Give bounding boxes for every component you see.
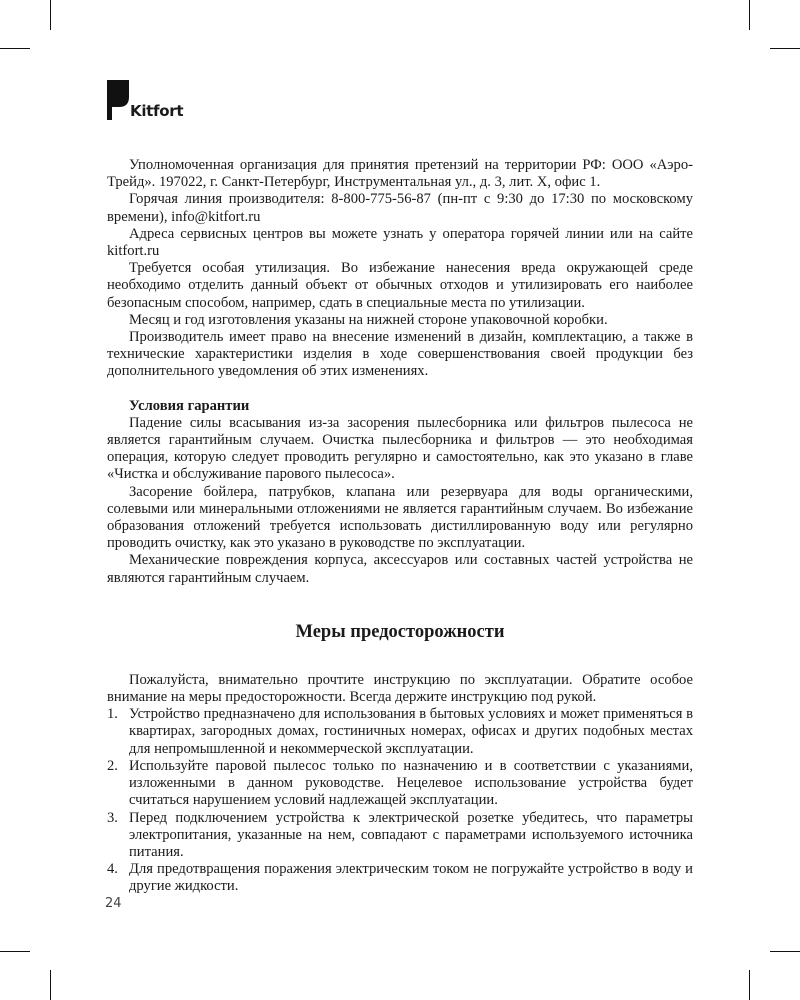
- list-item-number: 4.: [107, 861, 118, 878]
- list-item-text: Для предотвращения поражения электрическим током не погружайте устройство в воду и другие жидкости.: [129, 861, 693, 895]
- warranty-paragraph: Падение силы всасывания из-за засорения пылесборника или фильтров пылесоса не является гарантийным случаем. Очистка пылесборника и фильтров — это необходимая операция, которую следует проводить регулярно и самостоятельно, как это указано в главе «Чистка и обслуживание парового пылесоса».: [107, 414, 693, 483]
- page-number: 24: [105, 896, 122, 911]
- crop-mark: [770, 951, 800, 952]
- warranty-title: Условия гарантии: [129, 397, 250, 414]
- warranty-paragraph: Засорение бойлера, патрубков, клапана или резервуара для воды органическими, солевыми или минеральными отложениями не является гарантийным случаем. Во избежание образования отложений требуется использовать дистиллированную воду или регулярно проводить очистку, как это указано в руководстве по эксплуатации.: [107, 483, 693, 552]
- paragraph: Требуется особая утилизация. Во избежание нанесения вреда окружающей среде необходимо отделить данный объект от обычных отходов и утилизировать его наиболее безопасным способом, например, сдать в специальные места по утилизации.: [107, 260, 693, 311]
- precautions-intro: Пожалуйста, внимательно прочтите инструкцию по эксплуатации. Обратите особое внимание на меры предосторожности. Всегда держите инструкцию под рукой.: [107, 671, 693, 706]
- paragraph: Горячая линия производителя: 8-800-775-56-87 (пн-пт с 9:30 до 17:30 по московскому времени), info@kitfort.ru: [107, 191, 693, 225]
- list-item-number: 2.: [107, 757, 118, 774]
- kitfort-logo: [107, 80, 183, 120]
- paragraph: Месяц и год изготовления указаны на нижней стороне упаковочной коробки.: [129, 311, 608, 328]
- crop-mark: [0, 48, 30, 49]
- logo-text: Kitfort: [130, 102, 184, 120]
- precautions-list: [107, 706, 693, 895]
- crop-mark: [50, 0, 51, 30]
- kitfort-logo-icon: [107, 80, 129, 120]
- list-item: [107, 706, 693, 758]
- paragraph: Адреса сервисных центров вы можете узнать у оператора горячей линии или на сайте kitfort.ru: [107, 225, 693, 260]
- paragraph: Производитель имеет право на внесение изменений в дизайн, комплектацию, а также в технические характеристики изделия в ходе совершенствования своей продукции без дополнительного уведомления об этих изменениях.: [107, 329, 693, 380]
- section-title: Меры предосторожности: [295, 621, 505, 642]
- page-content: [107, 157, 693, 896]
- list-item-text: Перед подключением устройства к электрической розетке убедитесь, что параметры электропитания, указанные на нем, совпадают с параметрами используемого источника питания.: [129, 809, 693, 860]
- list-item-text: Используйте паровой пылесос только по назначению и в соответствии с указаниями, изложенными в данном руководстве. Нецелевое использование устройства будет считаться нарушением условий надлежащей эксплуатации.: [129, 757, 693, 809]
- crop-mark: [770, 48, 800, 49]
- list-item: [107, 861, 693, 895]
- crop-mark: [0, 951, 30, 952]
- crop-mark: [749, 0, 750, 30]
- warranty-paragraph: Механические повреждения корпуса, аксессуаров или составных частей устройства не являются гарантийным случаем.: [107, 552, 693, 586]
- list-item-text: Устройство предназначено для использования в бытовых условиях и может применяться в квартирах, загородных домах, гостиничных номерах, офисах и других подобных местах для непромышленной и некоммерческой эксплуатации.: [129, 706, 693, 757]
- paragraph: Уполномоченная организация для принятия претензий на территории РФ: ООО «Аэро-Трейд». 197022, г. Санкт-Петербург, Инструментальная ул., д. 3, лит. Х, офис 1.: [107, 157, 693, 191]
- list-item-number: 1.: [107, 706, 118, 723]
- crop-mark: [50, 970, 51, 1000]
- list-item: [107, 810, 693, 862]
- crop-mark: [749, 970, 750, 1000]
- list-item: [107, 758, 693, 810]
- list-item-number: 3.: [107, 809, 118, 826]
